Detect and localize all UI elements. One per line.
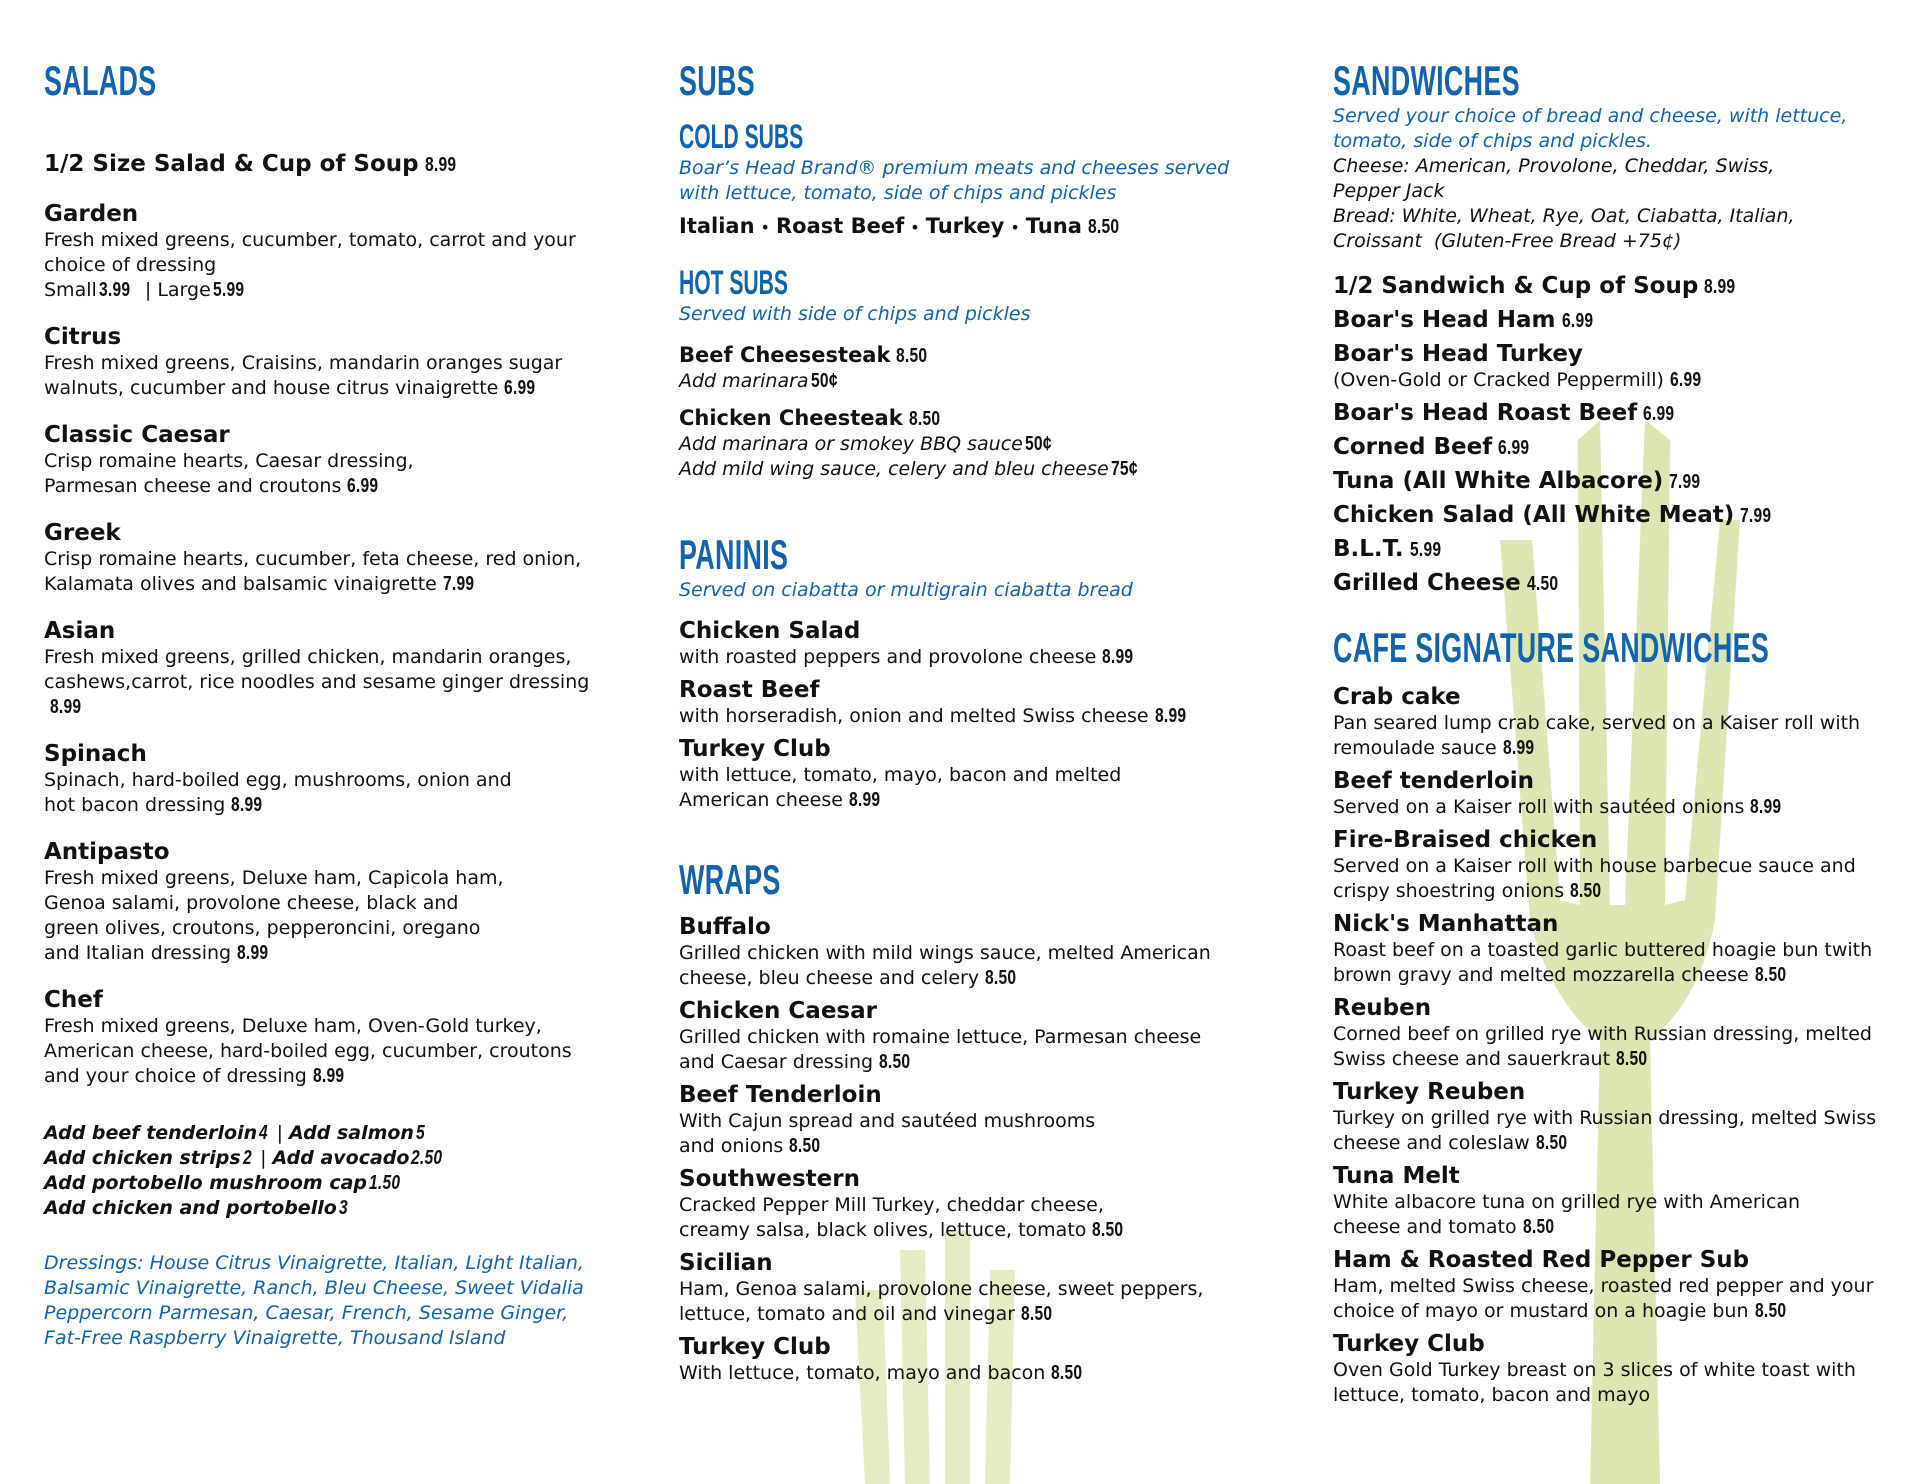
salad-item <box>44 519 604 597</box>
signature-item: Crab cake Pan seared lump crab cake, served on a Kaiser roll with remoulade sauce 8.99 <box>1333 684 1861 759</box>
sandwich-item: Boar's Head Roast Beef 6.99 <box>1333 400 1675 426</box>
salad-item <box>44 986 604 1089</box>
salad-price: 7.99 <box>442 573 475 595</box>
signature-item: Reuben Corned beef on grilled rye with Russian dressing, melted Swiss cheese and sauerkraut 8.50 <box>1333 995 1872 1070</box>
salad-desc: Crisp romaine hearts, cucumber, feta cheese, red onion, Kalamata olives and balsamic vinaigrette <box>44 548 582 595</box>
gluten-free-note: (Gluten-Free Bread +75¢) <box>1433 230 1682 252</box>
sandwich-item: Boar's Head Ham 6.99 <box>1333 307 1593 333</box>
wrap-item: Buffalo Grilled chicken with mild wings sauce, melted American cheese, bleu cheese and celery 8.50 <box>679 914 1211 989</box>
wrap-item: Beef Tenderloin With Cajun spread and sautéed mushrooms and onions 8.50 <box>679 1082 1096 1157</box>
salad-addons <box>44 1121 604 1221</box>
signature-item: Ham & Roasted Red Pepper Sub Ham, melted Swiss cheese, roasted red pepper and your choice of mayo or mustard on a hoagie bun 8.50 <box>1333 1247 1874 1322</box>
panini-item: Roast Beef with horseradish, onion and melted Swiss cheese 8.99 <box>679 677 1186 727</box>
salads-column <box>44 58 604 1351</box>
salad-name: Greek <box>44 520 121 546</box>
sandwich-item: Grilled Cheese 4.50 <box>1333 570 1558 596</box>
wrap-item: Sicilian Ham, Genoa salami, provolone cheese, sweet peppers, lettuce, tomato and oil and vinegar 8.50 <box>679 1250 1204 1325</box>
half-salad-soup-price: 8.99 <box>424 154 456 176</box>
half-salad-soup-name: 1/2 Size Salad & Cup of Soup <box>44 151 419 177</box>
addon-line: Add chicken and portobello 3 <box>44 1197 348 1219</box>
sandwich-item: Chicken Salad (All White Meat) 7.99 <box>1333 502 1772 528</box>
panini-item: Turkey Club with lettuce, tomato, mayo, bacon and melted American cheese 8.99 <box>679 736 1122 811</box>
cold-subs-price: 8.50 <box>1087 216 1120 238</box>
cold-subs-heading: COLD SUBS <box>679 118 804 156</box>
salad-item <box>44 323 604 401</box>
signature-item: Beef tenderloin Served on a Kaiser roll with sautéed onions 8.99 <box>1333 768 1782 818</box>
salads-heading: SALADS <box>44 57 157 104</box>
salad-name: Spinach <box>44 741 147 767</box>
salad-desc: Fresh mixed greens, cucumber, tomato, carrot and your choice of dressing <box>44 229 576 276</box>
signature-heading: CAFE SIGNATURE SANDWICHES <box>1333 624 1770 671</box>
salad-item <box>44 740 604 818</box>
sandwiches-heading: SANDWICHES <box>1333 57 1520 104</box>
sandwich-item: Tuna (All White Albacore) 7.99 <box>1333 468 1701 494</box>
paninis-note: Served on ciabatta or multigrain ciabatta bread <box>679 579 1133 601</box>
hot-subs-heading: HOT SUBS <box>679 264 788 302</box>
signature-item: Tuna Melt White albacore tuna on grilled rye with American cheese and tomato 8.50 <box>1333 1163 1801 1238</box>
salad-item <box>44 617 604 720</box>
salad-name: Chef <box>44 987 103 1013</box>
sandwich-item: B.L.T. 5.99 <box>1333 536 1441 562</box>
wraps-heading: WRAPS <box>679 856 781 903</box>
hot-sub-item: Beef Cheesesteak 8.50 Add marinara 50¢ <box>679 343 928 392</box>
salad-name: Antipasto <box>44 839 170 865</box>
addon-line: Add portobello mushroom cap 1.50 <box>44 1172 401 1194</box>
subs-paninis-wraps-column <box>679 58 1279 1392</box>
salad-price: 6.99 <box>504 377 536 399</box>
salad-desc: Fresh mixed greens, Deluxe ham, Oven-Gold turkey, American cheese, hard-boiled egg, cucumber, croutons and your choice of dressing <box>44 1015 572 1087</box>
paninis-heading: PANINIS <box>679 531 789 578</box>
salad-desc: Spinach, hard-boiled egg, mushrooms, onion and hot bacon dressing <box>44 769 512 816</box>
signature-item: Turkey Reuben Turkey on grilled rye with Russian dressing, melted Swiss cheese and coleslaw 8.50 <box>1333 1079 1877 1154</box>
addon-line: Add chicken strips 2 | Add avocado 2.50 <box>44 1147 443 1169</box>
sandwiches-column <box>1333 58 1893 1414</box>
addon-line: Add beef tenderloin 4 | Add salmon 5 <box>44 1122 425 1144</box>
salad-desc: Fresh mixed greens, Craisins, mandarin oranges sugar walnuts, cucumber and house citrus vinaigrette <box>44 352 563 399</box>
signature-item: Turkey Club Oven Gold Turkey breast on 3 slices of white toast with lettuce, tomato, bacon and mayo <box>1333 1331 1856 1406</box>
cheese-options: Cheese: American, Provolone, Cheddar, Swiss, Pepper Jack <box>1333 155 1775 202</box>
signature-item: Nick's Manhattan Roast beef on a toasted garlic buttered hoagie bun twith brown gravy and melted mozzarella cheese 8.50 <box>1333 911 1873 986</box>
salad-item <box>44 838 604 966</box>
salad-price: 8.99 <box>231 794 263 816</box>
wrap-item: Turkey Club With lettuce, tomato, mayo and bacon 8.50 <box>679 1334 1083 1384</box>
salad-price: 8.99 <box>312 1065 345 1087</box>
sandwich-list <box>1333 272 1893 597</box>
bread-options: Bread: White, Wheat, Rye, Oat, Ciabatta, Italian, Croissant (Gluten-Free Bread +75¢) <box>1333 205 1795 252</box>
salad-desc: Fresh mixed greens, Deluxe ham, Capicola ham, Genoa salami, provolone cheese, black and green olives, croutons, pepperoncini, oregano and Italian dressing <box>44 867 504 964</box>
cold-subs-note: Boar’s Head Brand® premium meats and cheeses served with lettuce, tomato, side of chips and pickles <box>679 157 1230 204</box>
salad-item <box>44 200 604 303</box>
salad-price: 8.99 <box>50 696 82 718</box>
sandwich-item: Corned Beef 6.99 <box>1333 434 1530 460</box>
salad-price: 6.99 <box>347 475 379 497</box>
sandwiches-note: Served your choice of bread and cheese, with lettuce, tomato, side of chips and pickles. <box>1333 105 1848 152</box>
panini-item: Chicken Salad with roasted peppers and provolone cheese 8.99 <box>679 618 1134 668</box>
sandwich-item: Boar's Head Turkey (Oven-Gold or Cracked Peppermill) 6.99 <box>1333 341 1702 391</box>
salad-name: Garden <box>44 201 139 227</box>
salad-desc: Crisp romaine hearts, Caesar dressing, Parmesan cheese and croutons <box>44 450 414 497</box>
hot-sub-name: Beef Cheesesteak <box>679 343 891 367</box>
hot-sub-name: Chicken Cheesteak <box>679 406 903 430</box>
subs-heading: SUBS <box>679 57 755 104</box>
hot-sub-item: Chicken Cheesteak 8.50 Add marinara or smokey BBQ sauce 50¢ Add mild wing sauce, celery and bleu cheese 75¢ <box>679 406 1138 480</box>
salad-size-prices: Small 3.99 | Large 5.99 <box>44 279 245 301</box>
salad-name: Asian <box>44 618 116 644</box>
salad-name: Classic Caesar <box>44 422 230 448</box>
signature-item: Fire-Braised chicken Served on a Kaiser roll with house barbecue sauce and crispy shoestring onions 8.50 <box>1333 827 1856 902</box>
wrap-item: Southwestern Cracked Pepper Mill Turkey, cheddar cheese, creamy salsa, black olives, lettuce, tomato 8.50 <box>679 1166 1124 1241</box>
half-salad-soup <box>44 150 604 178</box>
salad-price: 8.99 <box>237 942 269 964</box>
sandwich-item: 1/2 Sandwich & Cup of Soup 8.99 <box>1333 273 1736 299</box>
wrap-item: Chicken Caesar Grilled chicken with romaine lettuce, Parmesan cheese and Caesar dressing 8.50 <box>679 998 1202 1073</box>
hot-subs-note: Served with side of chips and pickles <box>679 303 1031 325</box>
dressings-list: Dressings: House Citrus Vinaigrette, Italian, Light Italian, Balsamic Vinaigrette, Ranch, Bleu Cheese, Sweet Vidalia Peppercorn Parmesan, Caesar, French, Sesame Ginger, Fat-Free Raspberry Vinaigrette, Thousand Island <box>44 1252 584 1349</box>
cold-subs-options: Italian • Roast Beef • Turkey • Tuna 8.50 <box>679 214 1120 238</box>
salad-item <box>44 421 604 499</box>
salad-desc: Fresh mixed greens, grilled chicken, mandarin oranges, cashews,carrot, rice noodles and sesame ginger dressing <box>44 646 590 693</box>
salad-name: Citrus <box>44 324 122 350</box>
